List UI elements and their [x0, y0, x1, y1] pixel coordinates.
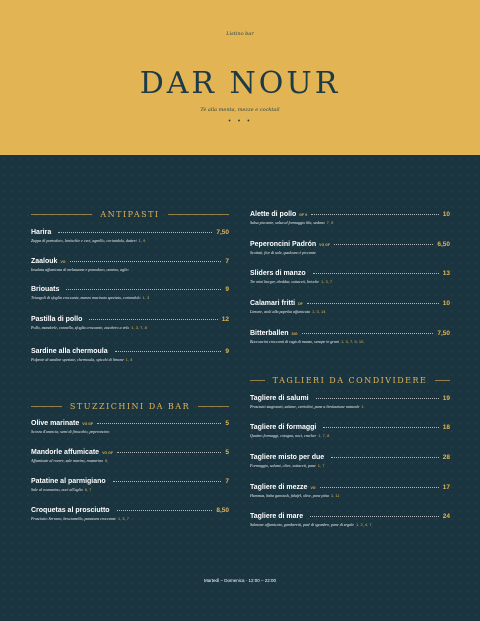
menu-item-desc-text: Quattro formaggi, cotogna, noci, cracker — [250, 433, 317, 438]
dot-leader — [316, 398, 439, 399]
menu-item-desc-text: Bocconcini croccanti di ragù di manzo, senape in grani — [250, 339, 340, 344]
menu-item — [250, 211, 450, 225]
menu-item-line — [250, 513, 450, 520]
menu-item-desc-text: Prosciutti stagionati, salame, cetriolini, pane a lievitazione naturale — [250, 404, 360, 409]
menu-subtitle: Tè alla menta, mezze e cocktail — [200, 107, 280, 113]
menu-item-allergens: 1, 11 — [330, 493, 340, 498]
menu-item-name: Harira — [31, 229, 52, 236]
dot-leader — [66, 289, 221, 290]
menu-item-price: 7 — [225, 258, 229, 265]
menu-item-price: 7,50 — [437, 330, 450, 337]
menu-item-line — [31, 449, 229, 456]
menu-item-allergens: 1, 9 — [138, 238, 146, 243]
menu-item-name: Zaalouk — [31, 258, 58, 265]
dot-leader — [302, 333, 434, 334]
dot-leader — [313, 273, 439, 274]
dot-leader — [115, 351, 222, 352]
menu-item-tags: GF 9 — [299, 213, 308, 217]
section-title-antipasti: ANTIPASTI — [31, 210, 229, 219]
menu-item — [31, 316, 229, 330]
menu-item-line — [31, 229, 229, 236]
menu-item-allergens: 8 — [105, 458, 108, 463]
menu-item-price: 8,50 — [216, 507, 229, 514]
menu-item-line — [31, 258, 229, 265]
menu-item-tags: VG — [310, 486, 316, 490]
menu-item-line — [250, 454, 450, 461]
menu-item — [31, 286, 229, 300]
dot-leader — [70, 261, 222, 262]
dot-leader — [323, 427, 438, 428]
menu-item-name: Tagliere di salumi — [250, 395, 309, 402]
menu-item-line — [31, 420, 229, 427]
menu-item-price: 7 — [225, 478, 229, 485]
menu-item-line — [250, 424, 450, 431]
menu-item-price: 24 — [442, 513, 450, 520]
menu-item-line — [250, 270, 450, 277]
menu-item-desc-text: Salsa piccante, salsa al formaggio blu, sedano — [250, 220, 325, 225]
menu-item-desc-text: Salmone affumicato, gamberetti, paté di sgombro, pane di segale — [250, 522, 355, 527]
menu-item-description — [31, 295, 229, 300]
menu-item-price: 12 — [221, 316, 229, 323]
menu-item-name: Patatine al parmigiano — [31, 478, 106, 485]
menu-item-allergens: 7, 9 — [326, 220, 334, 225]
menu-kicker: Listino bar — [226, 31, 254, 37]
menu-item-tags: SIG — [291, 332, 298, 336]
menu-item-price: 6,50 — [437, 241, 450, 248]
menu-item-price: 10 — [442, 211, 450, 218]
menu-item-name: Tagliere di mezze — [250, 484, 308, 491]
menu-item-desc-text: Formaggio, salumi, olive, sottaceti, pane — [250, 463, 316, 468]
menu-item-description — [250, 433, 450, 438]
menu-item-desc-text: Zuppa di pomodoro, lenticchie e ceci, agnello, coriandolo, datteri — [31, 238, 137, 243]
section-title-taglieri: TAGLIERI DA CONDIVIDERE — [250, 376, 450, 385]
menu-item-description — [31, 238, 229, 243]
menu-item — [31, 348, 229, 362]
dot-leader — [97, 423, 221, 424]
menu-item-line — [250, 211, 450, 218]
menu-item-price: 5 — [225, 449, 229, 456]
menu-item-line — [31, 507, 229, 514]
menu-item-desc-text: Triangoli di sfoglia croccante, manzo macinato speziato, coriandolo — [31, 295, 141, 300]
dot-leader — [331, 457, 439, 458]
menu-item-line — [31, 286, 229, 293]
menu-item — [31, 258, 229, 272]
dot-leader — [334, 244, 433, 245]
menu-item-allergens: 1, 3, 7, 9, 10 — [341, 339, 364, 344]
menu-item-name: Tagliere di mare — [250, 513, 304, 520]
menu-item-allergens: 1, 7 — [317, 463, 325, 468]
menu-item-description — [250, 522, 450, 527]
menu-item-desc-text: Limone, aioli alla paprika affumicata — [250, 309, 311, 314]
menu-item-tags: VG GF — [319, 243, 331, 247]
menu-item-description — [250, 339, 450, 344]
menu-item-name: Alette di pollo — [250, 211, 297, 218]
menu-item-description — [250, 279, 450, 284]
menu-item — [250, 454, 450, 468]
menu-item-desc-text: Tre mini burger, cheddar, sottaceti, brioche — [250, 279, 320, 284]
dot-leader — [89, 319, 217, 320]
menu-item — [31, 507, 229, 521]
menu-item-price: 9 — [225, 348, 229, 355]
menu-item-allergens: 1, 3, 7 — [117, 516, 129, 521]
menu-item-desc-text: Scorza d'arancia, semi di finocchio, peperoncino — [31, 429, 110, 434]
menu-item-desc-text: Pollo, mandorle, cannella, sfoglia croccante, zucchero a velo — [31, 325, 130, 330]
menu-item — [31, 229, 229, 243]
menu-item-line — [250, 484, 450, 491]
menu-item-name: Calamari fritti — [250, 300, 296, 307]
menu-item-price: 18 — [442, 424, 450, 431]
menu-item-desc-text: Prosciutto Serrano, besciamella, panatura croccante — [31, 516, 116, 521]
menu-item — [250, 300, 450, 314]
menu-item-desc-text: Polpette di sardine speziate, chermoula, spicchi di limone — [31, 357, 124, 362]
menu-item — [250, 395, 450, 409]
menu-item-description — [31, 516, 229, 521]
menu-item-desc-text: Hummus, baba ganoush, falafel, olive, pane pitta — [250, 493, 329, 498]
menu-item-description — [31, 267, 229, 272]
menu-item-tags: VG GF — [82, 422, 94, 426]
menu-item — [250, 424, 450, 438]
menu-item-line — [31, 478, 229, 485]
menu-item — [250, 484, 450, 498]
menu-item-allergens: 1, 3, 7, 8 — [131, 325, 147, 330]
menu-item-name: Tagliere di formaggi — [250, 424, 317, 431]
menu-item-line — [31, 348, 229, 355]
menu-item-name: Tagliere misto per due — [250, 454, 325, 461]
menu-item — [250, 513, 450, 527]
menu-body — [0, 155, 480, 621]
menu-item-allergens: 6, 7 — [84, 487, 92, 492]
menu-item-name: Mandorle affumicate — [31, 449, 100, 456]
menu-item-price: 17 — [442, 484, 450, 491]
menu-item — [31, 478, 229, 492]
menu-item-allergens: 1 — [361, 404, 364, 409]
menu-item-description — [250, 463, 450, 468]
menu-item-desc-text: Sale al rosmarino, noci all'aglio — [31, 487, 83, 492]
menu-item-allergens: 1, 3 — [142, 295, 150, 300]
dot-leader — [58, 232, 212, 233]
menu-item-description — [31, 325, 229, 330]
menu-item-allergens: 1, 2, 4, 7 — [356, 522, 372, 527]
menu-item-price: 7,50 — [216, 229, 229, 236]
menu-item-description — [31, 487, 229, 492]
menu-item-price: 9 — [225, 286, 229, 293]
menu-item-line — [250, 395, 450, 402]
menu-item-allergens: 1, 3, 14 — [312, 309, 326, 314]
menu-item-line — [31, 316, 229, 323]
menu-item-name: Olive marinate — [31, 420, 80, 427]
menu-item-description — [250, 220, 450, 225]
menu-item-allergens: 1, 4 — [125, 357, 133, 362]
menu-item-allergens: 1, 7, 8 — [318, 433, 330, 438]
menu-item-price: 10 — [442, 300, 450, 307]
menu-item-name: Pastilla di pollo — [31, 316, 83, 323]
menu-item-price: 19 — [442, 395, 450, 402]
menu-item-description — [31, 357, 229, 362]
menu-item-desc-text: Insalata affumicata di melanzane e pomodoro, cumino, aglio — [31, 267, 129, 272]
dot-leader — [117, 510, 213, 511]
restaurant-name: DAR NOUR — [139, 66, 341, 101]
menu-item-description — [250, 309, 450, 314]
dot-leader — [320, 487, 439, 488]
menu-header — [0, 0, 480, 155]
dot-leader — [113, 481, 222, 482]
menu-item-name: Bitterballen — [250, 330, 289, 337]
menu-item-description — [250, 493, 450, 498]
menu-item — [250, 241, 450, 255]
menu-item-tags: DF — [298, 302, 303, 306]
menu-item — [31, 420, 229, 434]
menu-item-description — [250, 404, 450, 409]
opening-hours: Martedì – Domenica · 12:00 – 22:00 — [203, 578, 277, 583]
menu-item — [31, 449, 229, 463]
menu-item-price: 5 — [225, 420, 229, 427]
menu-item-name: Sliders di manzo — [250, 270, 306, 277]
decorative-stars: • • • — [227, 118, 253, 125]
menu-item-line — [250, 330, 450, 337]
menu-item-name: Briouats — [31, 286, 60, 293]
menu-item-price: 13 — [442, 270, 450, 277]
menu-item-tags: VG GF — [102, 451, 113, 455]
section-title-stuzzichini: STUZZICHINI DA BAR — [31, 402, 229, 411]
menu-item-line — [250, 241, 450, 248]
dot-leader — [307, 303, 439, 304]
menu-item-name: Sardine alla chermoula — [31, 348, 108, 355]
menu-item-description — [250, 250, 450, 255]
menu-item-desc-text: Scottati, fior di sale, qualcuno è piccante — [250, 250, 316, 255]
menu-item-name: Croquetas al prosciutto — [31, 507, 110, 514]
menu-item-price: 28 — [442, 454, 450, 461]
dot-leader — [311, 214, 439, 215]
menu-item — [250, 270, 450, 284]
dot-leader — [310, 516, 439, 517]
menu-item-description — [31, 458, 229, 463]
menu-item-desc-text: Affumicate al rovere, sale marino, rosmarino — [31, 458, 104, 463]
menu-item-line — [250, 300, 450, 307]
menu-item-tags: VG — [60, 260, 66, 264]
menu-item — [250, 330, 450, 344]
menu-item-allergens: 1, 3, 7 — [321, 279, 333, 284]
menu-item-description — [31, 429, 229, 434]
menu-item-name: Peperoncini Padrón — [250, 241, 317, 248]
dot-leader — [117, 452, 221, 453]
